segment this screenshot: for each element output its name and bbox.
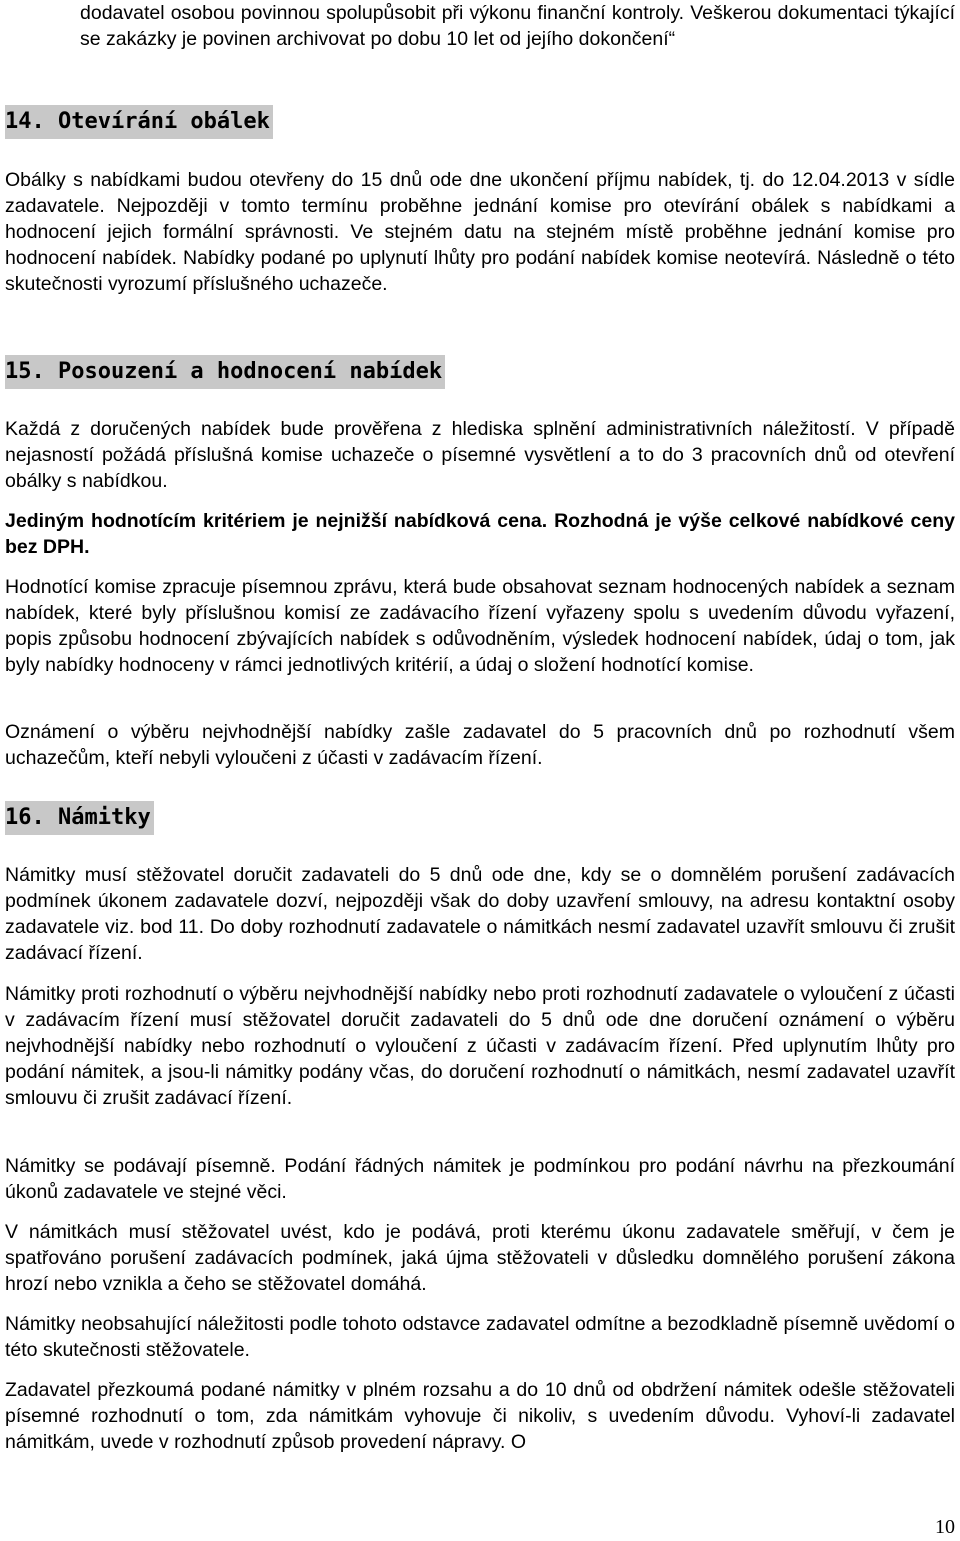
section-14-paragraph-1: Obálky s nabídkami budou otevřeny do 15 dnů ode dne ukončení příjmu nabídek, tj. do 12.04.2013 v sídle zadavatele. Nejpozději v tomto termínu proběhne jednání komise pro otevírání obálek s nabídkami a hodnocení jejich formální správnosti. Ve stejném datu na stejném místě proběhne jednání komise pro hodnocení nabídek. Nabídky podané po uplynutí lhůty pro podání nabídek komise neotevírá. Následně o této skutečnosti vyrozumí příslušného uchazeče.: [5, 169, 955, 295]
section-15-paragraph-2: Jediným hodnotícím kritériem je nejnižší nabídková cena. Rozhodná je výše celkové nabídkové ceny bez DPH.: [5, 510, 955, 558]
section-16-paragraph-6: Zadavatel přezkoumá podané námitky v plném rozsahu a do 10 dnů od obdržení námitek odešle stěžovateli písemné rozhodnutí o tom, zda námitkám vyhovuje či nikoliv, s uvedením důvodu. Vyhoví-li zadavatel námitkám, uvede v rozhodnutí způsob provedení nápravy. O: [5, 1379, 955, 1453]
page-number: 10: [935, 1516, 955, 1538]
section-15-paragraph-3: Hodnotící komise zpracuje písemnou zprávu, která bude obsahovat seznam hodnocených nabídek a seznam nabídek, které byly příslušnou komisí ze zadávacího řízení vyřazeny spolu s uvedením důvodu vyřazení, popis způsobu hodnocení zbývajících nabídek s odůvodněním, výsledek hodnocení nabídek, údaj o tom, jak byly nabídky hodnoceny v rámci jednotlivých kritérií, a údaj o složení hodnotící komise.: [5, 576, 955, 676]
section-16-paragraph-2: Námitky proti rozhodnutí o výběru nejvhodnější nabídky nebo proti rozhodnutí zadavatele o vyloučení z účasti v zadávacím řízení musí stěžovatel doručit zadavateli do 5 dnů ode dne doručení oznámení o výběru nejvhodnější nabídky nebo rozhodnutí o vyloučení z účasti v zadávacím řízení. Před uplynutím lhůty pro podání námitek, a jsou-li námitky podány včas, do doručení rozhodnutí o námitkách, nesmí zadavatel uzavřít smlouvu či zrušit zadávací řízení.: [5, 983, 955, 1109]
section-16-paragraph-3: Námitky se podávají písemně. Podání řádných námitek je podmínkou pro podání návrhu na přezkoumání úkonů zadavatele ve stejné věci.: [5, 1155, 955, 1203]
section-15-paragraph-1: Každá z doručených nabídek bude prověřena z hlediska splnění administrativních náležitostí. V případě nejasností požádá příslušná komise uchazeče o písemné vysvětlení a to do 3 pracovních dnů od otevření obálky s nabídkou.: [5, 418, 955, 492]
section-16-paragraph-1: Námitky musí stěžovatel doručit zadavateli do 5 dnů ode dne, kdy se o domnělém porušení zadávacích podmínek úkonem zadavatele dozví, nejpozději však do doby uzavření smlouvy, na adresu kontaktní osoby zadavatele viz. bod 11. Do doby rozhodnutí zadavatele o námitkách nesmí zadavatel uzavřít smlouvu či zrušit zadávací řízení.: [5, 864, 955, 964]
section-15-heading: 15. Posouzení a hodnocení nabídek: [5, 355, 445, 389]
section-16-heading: 16. Námitky: [5, 801, 154, 835]
section-16-paragraph-5: Námitky neobsahující náležitosti podle tohoto odstavce zadavatel odmítne a bezodkladně písemně uvědomí o této skutečnosti stěžovatele.: [5, 1313, 955, 1361]
intro-paragraph: dodavatel osobou povinnou spolupůsobit při výkonu finanční kontroly. Veškerou dokumentaci týkající se zakázky je povinen archivovat po dobu 10 let od jejího dokončení“: [80, 2, 955, 50]
section-14-heading: 14. Otevírání obálek: [5, 105, 273, 139]
section-15-paragraph-4: Oznámení o výběru nejvhodnější nabídky zašle zadavatel do 5 pracovních dnů po rozhodnutí všem uchazečům, kteří nebyli vyloučeni z účasti v zadávacím řízení.: [5, 721, 955, 769]
section-16-paragraph-4: V námitkách musí stěžovatel uvést, kdo je podává, proti kterému úkonu zadavatele směřují, v čem je spatřováno porušení zadávacích podmínek, jaká újma stěžovateli v důsledku domnělého porušení zákona hrozí nebo vznikla a čeho se stěžovatel domáhá.: [5, 1221, 955, 1295]
